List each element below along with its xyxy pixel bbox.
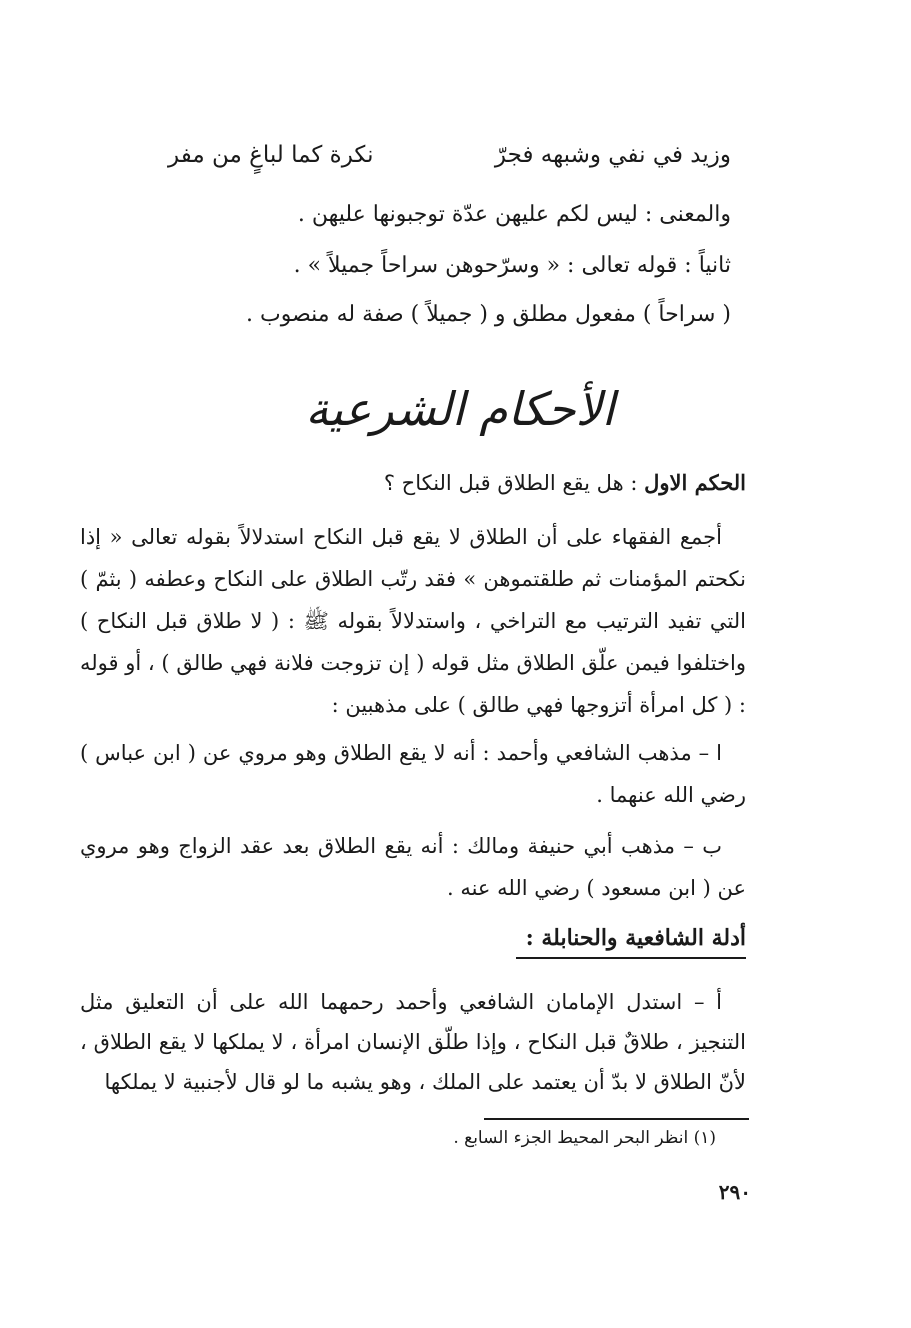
- paragraph-shafii-ahmad: ا – مذهب الشافعي وأحمد : أنه لا يقع الطلاق وهو مروي عن ( ابن عباس ) رضي الله عنهما .: [80, 741, 746, 807]
- second-point-line: ثانياً : قوله تعالى : « وسرّحوهن سراحاً جميلاً » .: [293, 253, 731, 278]
- poetry-verse: [168, 142, 731, 168]
- meaning-line: والمعنى : ليس لكم عليهن عدّة توجبونها عليهن .: [297, 202, 731, 227]
- ruling-one-label: الحكم الاول: [644, 470, 746, 495]
- paragraph-evidence: أ – استدل الإمامان الشافعي وأحمد رحمهما الله على أن التعليق مثل التنجيز ، طلاقٌ قبل النكاح ، وإذا طلّق الإنسان امرأة ، لا يملكها لا يقع الطلاق ، لأنّ الطلاق لا بدّ أن يعتمد على الملك ، وهو يشبه ما لو قال لأجنبية لا يملكها: [80, 990, 746, 1094]
- page-number: ٢٩٠: [718, 1180, 751, 1204]
- grammar-line: ( سراحاً ) مفعول مطلق و ( جميلاً ) صفة له منصوب .: [246, 302, 731, 327]
- ruling-one: [80, 462, 746, 504]
- paragraph-hanafi-maliki: ب – مذهب أبي حنيفة ومالك : أنه يقع الطلاق بعد عقد الزواج وهو مروي عن ( ابن مسعود ) رضي الله عنه .: [80, 834, 746, 900]
- ruling-one-question: : هل يقع الطلاق قبل النكاح ؟: [383, 471, 638, 495]
- evidence-heading: أدلة الشافعية والحنابلة :: [516, 925, 746, 959]
- section-title-calligraphy: [300, 355, 620, 465]
- paragraph-consensus: أجمع الفقهاء على أن الطلاق لا يقع قبل النكاح استدلالاً بقوله تعالى « إذا نكحتم المؤمنات ثم طلقتموهن » فقد رتّب الطلاق على النكاح وعطفه ( بثمّ ) التي تفيد الترتيب مع التراخي ، واستدلالاً بقوله ﷺ : ( لا طلاق قبل النكاح ) واختلفوا فيمن علّق الطلاق مثل قوله ( إن تزوجت فلانة فهي طالق ) ، أو قوله : ( كل امرأة أتزوجها فهي طالق ) على مذهبين :: [80, 525, 746, 717]
- footnote: (١) انظر البحر المحيط الجزء السابع .: [453, 1128, 716, 1148]
- footnote-divider: [484, 1118, 749, 1120]
- verse-hemistich-right: وزيد في نفي وشبهه فجرّ: [494, 142, 731, 168]
- verse-hemistich-left: نكرة كما لباغٍ من مفر: [168, 142, 374, 168]
- section-title: الأحكام الشرعية: [305, 382, 615, 436]
